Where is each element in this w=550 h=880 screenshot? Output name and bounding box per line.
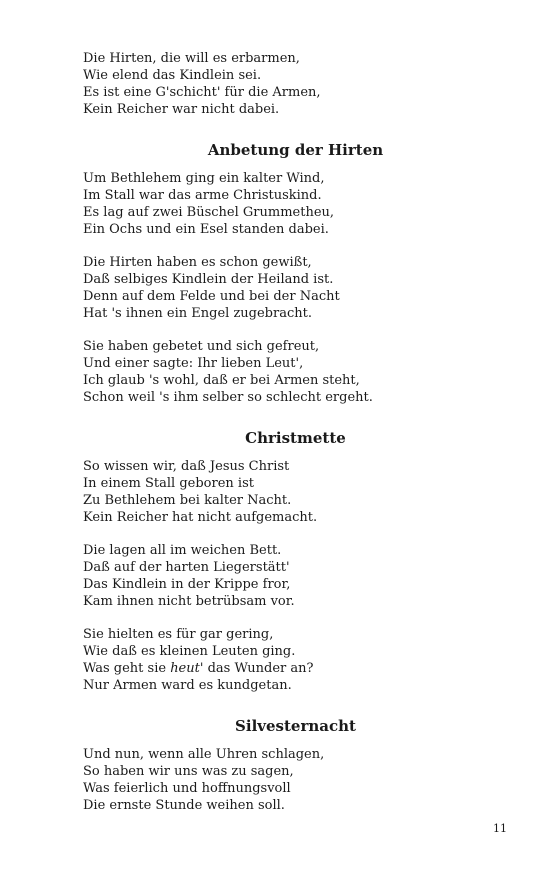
verse-line: Zu Bethlehem bei kalter Nacht. bbox=[83, 493, 292, 508]
verse-line-with-italic bbox=[83, 660, 508, 677]
verse-line: Um Bethlehem ging ein kalter Wind, bbox=[83, 171, 325, 186]
stanza bbox=[83, 338, 508, 406]
verse-line: Das Kindlein in der Krippe fror, bbox=[83, 577, 291, 592]
verse-line: Schon weil 's ihm selber so schlecht ergeht. bbox=[83, 390, 373, 405]
verse-line: Daß selbiges Kindlein der Heiland ist. bbox=[83, 272, 334, 287]
verse-line: Die lagen all im weichen Bett. bbox=[83, 543, 282, 558]
verse-line: Die ernste Stunde weihen soll. bbox=[83, 798, 285, 813]
stanza bbox=[83, 458, 508, 526]
intro-stanza bbox=[83, 50, 508, 118]
page-number: 11 bbox=[493, 822, 507, 835]
verse-line-part: das Wunder an? bbox=[203, 661, 314, 676]
stanza bbox=[83, 542, 508, 610]
verse-line: Es ist eine G'schicht' für die Armen, bbox=[83, 85, 321, 100]
stanza bbox=[83, 254, 508, 322]
verse-line: Kein Reicher hat nicht aufgemacht. bbox=[83, 510, 318, 525]
verse-line: Was feierlich und hoffnungsvoll bbox=[83, 781, 291, 796]
verse-line: Daß auf der harten Liegerstätt' bbox=[83, 560, 290, 575]
italic-word: heut' bbox=[170, 661, 204, 676]
poem-title-silvesternacht: Silvesternacht bbox=[235, 717, 356, 735]
poem-title-anbetung: Anbetung der Hirten bbox=[207, 141, 384, 159]
verse-line: Wie daß es kleinen Leuten ging. bbox=[83, 644, 296, 659]
verse-line: Denn auf dem Felde und bei der Nacht bbox=[83, 289, 340, 304]
verse-line: Ein Ochs und ein Esel standen dabei. bbox=[83, 222, 329, 237]
stanza bbox=[83, 170, 508, 238]
verse-line: Sie hielten es für gar gering, bbox=[83, 627, 274, 642]
poem-page bbox=[83, 50, 508, 830]
verse-line: So wissen wir, daß Jesus Christ bbox=[83, 459, 290, 474]
verse-line: Kein Reicher war nicht dabei. bbox=[83, 102, 280, 117]
verse-line: Ich glaub 's wohl, daß er bei Armen steht, bbox=[83, 373, 360, 388]
verse-line: Und nun, wenn alle Uhren schlagen, bbox=[83, 747, 325, 762]
verse-line: Sie haben gebetet und sich gefreut, bbox=[83, 339, 320, 354]
verse-line: So haben wir uns was zu sagen, bbox=[83, 764, 294, 779]
verse-line: Im Stall war das arme Christuskind. bbox=[83, 188, 322, 203]
verse-line: Nur Armen ward es kundgetan. bbox=[83, 678, 292, 693]
stanza bbox=[83, 626, 508, 694]
verse-line: In einem Stall geboren ist bbox=[83, 476, 254, 491]
verse-line: Und einer sagte: Ihr lieben Leut', bbox=[83, 356, 304, 371]
verse-line: Die Hirten haben es schon gewißt, bbox=[83, 255, 312, 270]
verse-line: Die Hirten, die will es erbarmen, bbox=[83, 51, 300, 66]
verse-line: Kam ihnen nicht betrübsam vor. bbox=[83, 594, 295, 609]
verse-line: Wie elend das Kindlein sei. bbox=[83, 68, 262, 83]
poem-title-christmette: Christmette bbox=[245, 429, 346, 447]
verse-line: Hat 's ihnen ein Engel zugebracht. bbox=[83, 306, 312, 321]
verse-line: Es lag auf zwei Büschel Grummetheu, bbox=[83, 205, 335, 220]
stanza bbox=[83, 746, 508, 814]
verse-line-part: Was geht sie bbox=[83, 661, 171, 676]
